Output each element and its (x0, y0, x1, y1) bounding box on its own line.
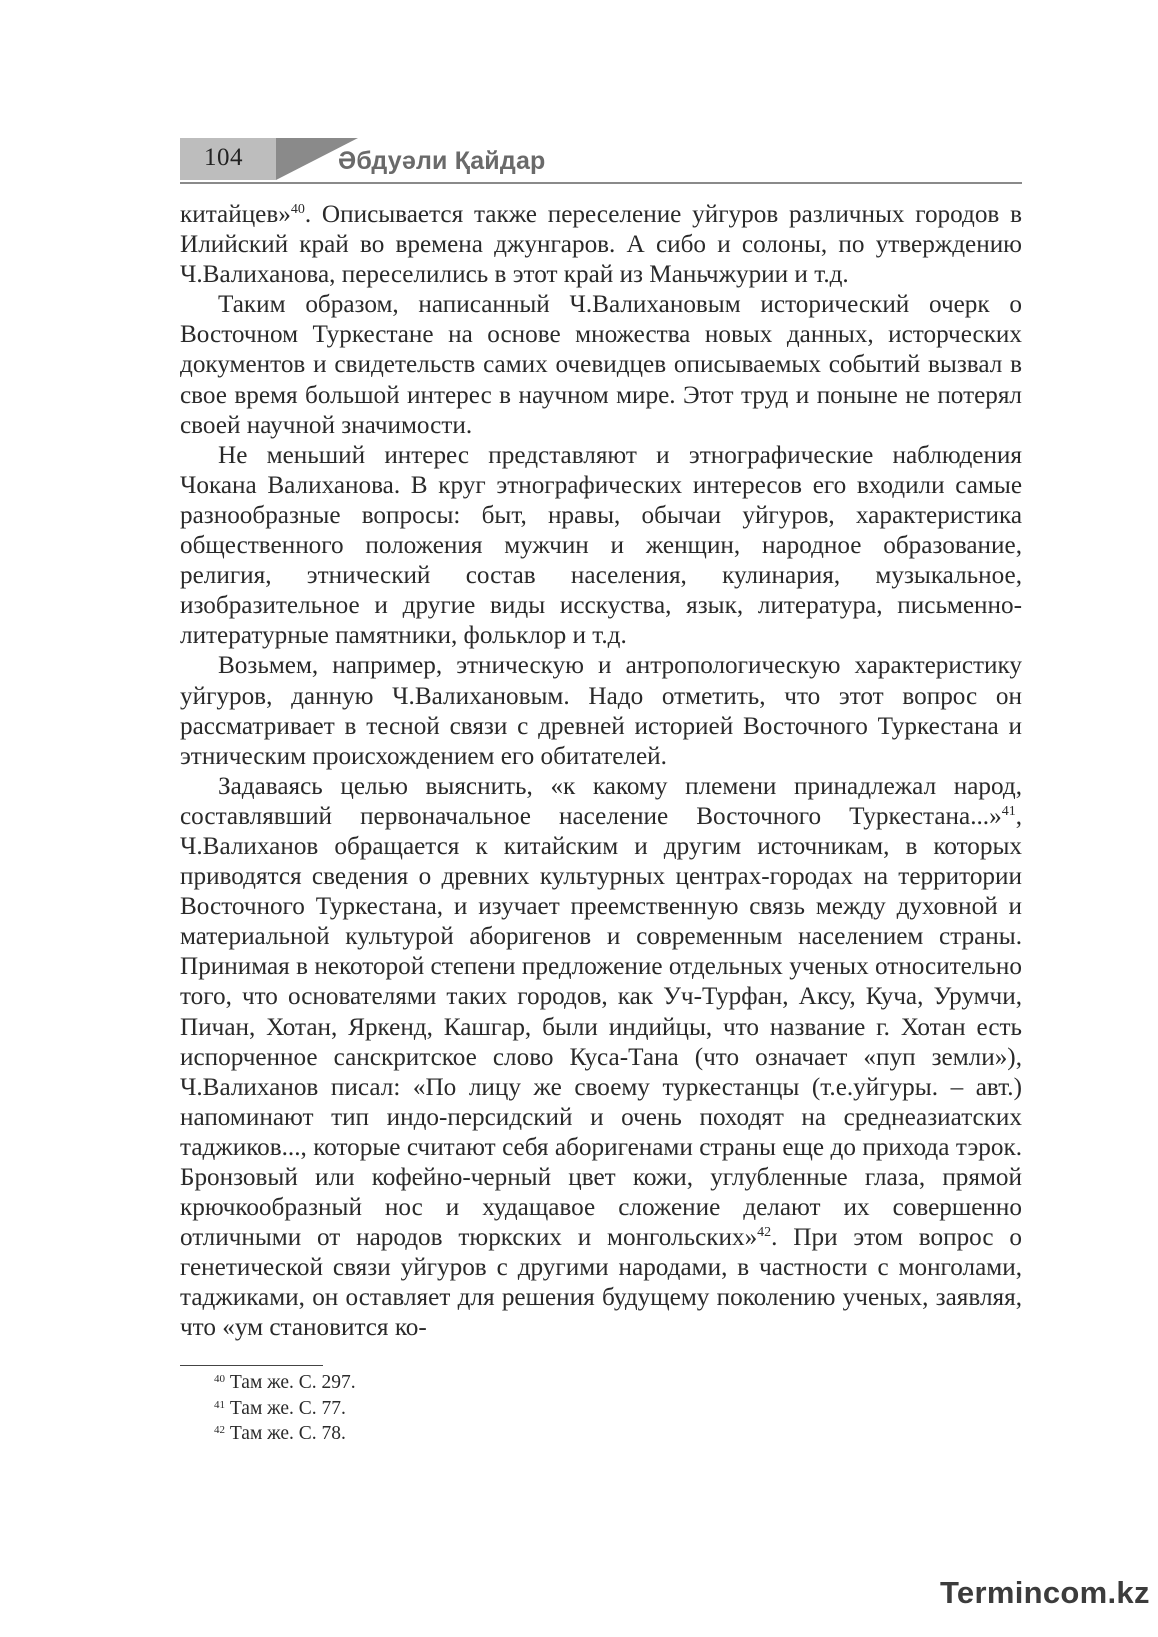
page-number: 104 (204, 144, 243, 171)
paragraph-text: китайцев» (180, 201, 291, 228)
footnote-reference: 40 (290, 202, 305, 217)
body-paragraph (180, 200, 1022, 290)
paragraph-text: Возьмем, например, этническую и антропологическую характеристику уйгуров, данную Ч.Валихановым. Надо отметить, что этот вопрос он рассматривает в тесной связи с древней историей Восточного Туркестана и этническим происхождением его обитателей. (180, 652, 1022, 770)
body-paragraph (180, 651, 1022, 771)
footnote (214, 1370, 356, 1396)
footnotes (214, 1370, 356, 1447)
paragraph-text: Задаваясь целью выяснить, «к какому племени принадлежал народ, составлявший первоначальное население Восточного Туркестана...» (180, 772, 1022, 830)
paragraph-text: . Описывается также переселение уйгуров различных городов в Илийский край во времена джунгаров. А сибо и солоны, по утверждению Ч.Валиханова, переселились в этот край из Маньчжурии и т.д. (180, 201, 1022, 289)
footnote-number: 41 (214, 1398, 225, 1411)
footnote-number: 42 (214, 1424, 225, 1437)
body-paragraph (180, 772, 1022, 1344)
page-header (180, 138, 1022, 186)
watermark-logo: Termincom.kz (940, 1575, 1150, 1610)
footnote-text: Там же. С. 297. (229, 1372, 356, 1393)
footnote-reference: 42 (757, 1225, 772, 1241)
footnote-reference: 41 (1001, 803, 1016, 819)
running-title: Әбдуәли Қайдар (338, 147, 546, 175)
footnote-number: 40 (214, 1373, 225, 1385)
paragraph-text: Таким образом, написанный Ч.Валихановым исторический очерк о Восточном Туркестане на основе множества новых данных, исторческих документов и свидетельств самих очевидцев описываемых событий вызвал в свое время большой интерес в научном мире. Этот труд и поныне не потерял своей научной значимости. (180, 291, 1022, 439)
body-paragraph (180, 441, 1022, 652)
body-paragraph (180, 290, 1022, 440)
footnote (214, 1421, 356, 1447)
paragraph-text: Не меньший интерес представляют и этнографические наблюдения Чокана Валиханова. В круг этнографических интересов его входили самые разнообразные вопросы: быт, нравы, обычаи уйгуров, характеристика общественного положения мужчин и женщин, народное образование, религия, этнический состав населения, кулинария, музыкальное, изобразительное и другие виды исскуства, язык, литература, письменно-литературные памятники, фольклор и т.д. (180, 441, 1022, 650)
paragraph-text: , Ч.Валиханов обращается к китайским и другим источникам, в которых приводятся сведения о древних культурных центрах-городах на территории Восточного Туркестана, и изучает преемственную связь между духовной и материальной культурой аборигенов и современным населением страны. Принимая в некоторой степени предложение отдельных ученых относительно того, что основателями таких городов, как Уч-Турфан, Аксу, Куча, Урумчи, Пичан, Хотан, Яркенд, Кашгар, были индийцы, что название г. Хотан есть испорченное санскритское слово Куса-Тана (что означает «пуп земли»), Ч.Валиханов писал: «По лицу же своему туркестанцы (т.е.уйгуры. – авт.) напоминают тип индо-персидский и очень походят на среднеазиатских таджиков..., которые считают себя аборигенами страны еще до прихода тэрок. Бронзовый или кофейно-черный цвет кожи, углубленные глаза, прямой крючкообразный нос и худащавое сложение делают их совершенно отличными от народов тюркских и монгольских» (180, 802, 1022, 1252)
footnote-separator (180, 1365, 323, 1366)
footnote-text: Там же. С. 78. (229, 1423, 346, 1445)
header-rule (180, 182, 1022, 184)
body-text (180, 200, 1022, 1344)
footnote (214, 1396, 356, 1422)
paragraph-text: . При этом вопрос о генетической связи уйгуров с другими народами, в частности с монголами, таджиками, он оставляет для решения будущему поколению ученых, заявляя, что «ум становится ко- (180, 1224, 1022, 1342)
footnote-text: Там же. С. 77. (229, 1397, 346, 1419)
